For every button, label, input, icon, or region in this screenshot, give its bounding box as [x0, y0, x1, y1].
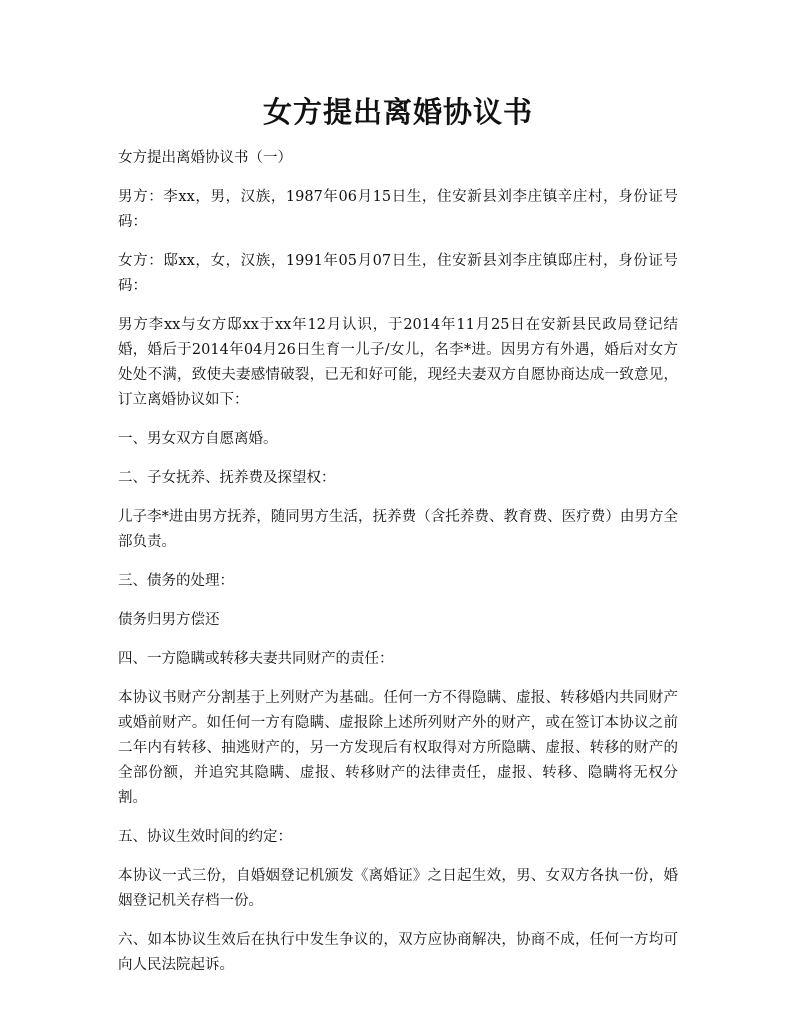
clause-5-body: 本协议一式三份，自婚姻登记机颁发《离婚证》之日起生效，男、女双方各执一份，婚姻登记机关存档一份。 — [118, 868, 678, 909]
male-party-paragraph: 男方：李xx，男，汉族，1987年06月15日生，住安新县刘李庄镇辛庄村，身份证号码： — [118, 189, 678, 230]
clause-2-heading: 二、子女抚养、抚养费及探望权： — [118, 470, 336, 486]
document-title: 女方提出离婚协议书 — [262, 95, 533, 129]
clause-4-heading: 四、一方隐瞒或转移夫妻共同财产的责任： — [118, 651, 394, 667]
subtitle-paragraph: 女方提出离婚协议书（一） — [118, 150, 292, 166]
clause-3-heading: 三、债务的处理： — [118, 573, 234, 589]
background-paragraph: 男方李xx与女方邸xx于xx年12月认识，于2014年11月25日在安新县民政局登记结婚，婚后于2014年04月26日生育一儿子/女儿，名李*进。因男方有外遇，婚后对女方处处不满，致使夫妻感情破裂，已无和好可能，现经夫妻双方自愿协商达成一致意见，订立离婚协议如下： — [118, 317, 678, 408]
female-party-paragraph: 女方：邸xx，女，汉族，1991年05月07日生，住安新县刘李庄镇邸庄村，身份证号码： — [118, 253, 678, 294]
document-body — [118, 146, 678, 992]
clause-1-heading: 一、男女双方自愿离婚。 — [118, 431, 278, 447]
clause-3-body: 债务归男方偿还 — [118, 612, 220, 628]
clause-6-paragraph: 六、如本协议生效后在执行中发生争议的，双方应协商解决，协商不成，任何一方均可向人民法院起诉。 — [118, 932, 678, 973]
clause-4-body: 本协议书财产分割基于上列财产为基础。任何一方不得隐瞒、虚报、转移婚内共同财产或婚前财产。如任何一方有隐瞒、虚报除上述所列财产外的财产，或在签订本协议之前二年内有转移、抽逃财产的，另一方发现后有权取得对方所隐瞒、虚报、转移的财产的全部份额，并追究其隐瞒、虚报、转移财产的法律责任，虚报、转移、隐瞒将无权分割。 — [118, 690, 678, 806]
clause-5-heading: 五、协议生效时间的约定： — [118, 829, 292, 845]
clause-2-body: 儿子李*进由男方抚养，随同男方生活，抚养费（含托养费、教育费、医疗费）由男方全部负责。 — [118, 509, 678, 550]
